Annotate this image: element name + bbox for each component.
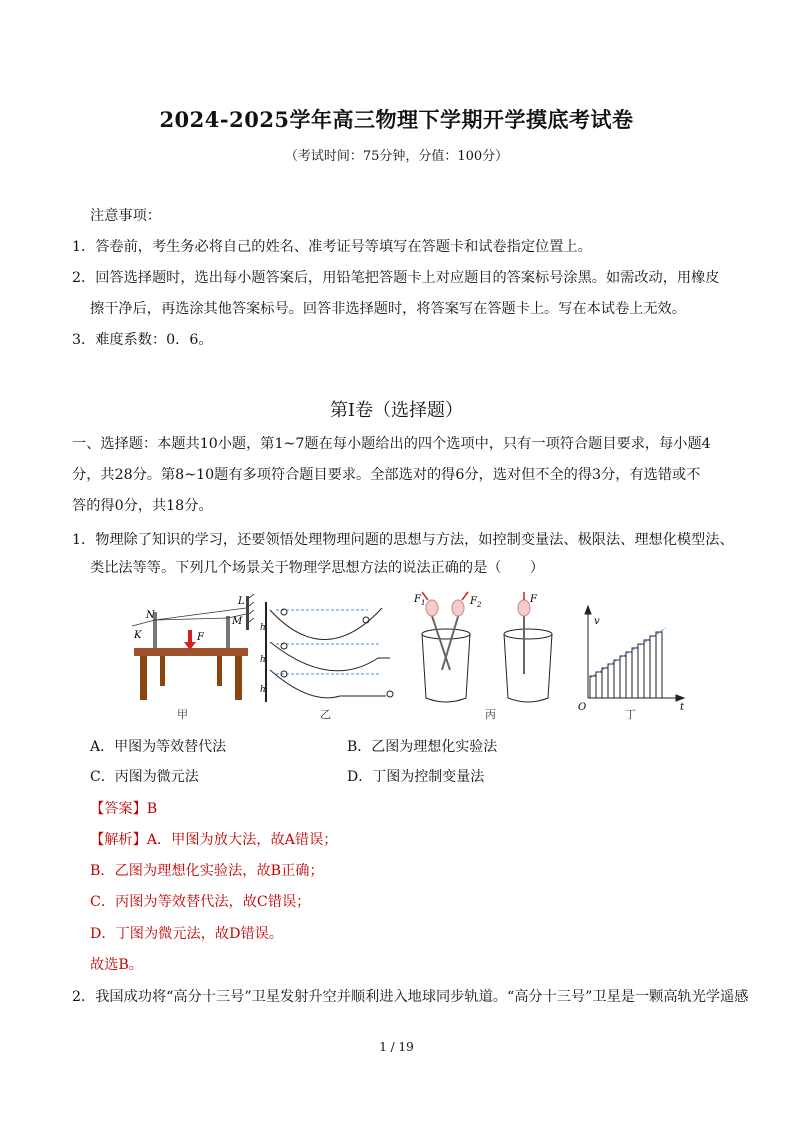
answer-label: 【答案】B xyxy=(90,801,158,817)
label-t: t xyxy=(680,702,685,713)
label-v: v xyxy=(594,616,600,627)
section-title: 第Ⅰ卷（选择题） xyxy=(329,400,464,421)
page-title: 2024-2025学年高三物理下学期开学摸底考试卷 xyxy=(159,107,634,132)
label-f: F xyxy=(197,632,204,643)
label-m: M xyxy=(232,616,243,627)
label-h: h xyxy=(260,623,266,633)
figure-label-jia: 甲 xyxy=(177,708,188,721)
analysis-line: B．乙图为理想化实验法，故B正确； xyxy=(90,863,324,879)
option-b: B．乙图为理想化实验法 xyxy=(347,739,498,755)
label-l: L xyxy=(238,596,245,607)
notes-heading: 注意事项： xyxy=(90,208,161,224)
page-number: 1 / 19 xyxy=(379,1040,414,1054)
label-h: h xyxy=(260,655,266,665)
figure-jia xyxy=(132,594,254,700)
analysis-line: C．丙图为等效替代法，故C错误； xyxy=(90,894,311,910)
figure-ding xyxy=(585,606,684,701)
label-h: h xyxy=(260,685,266,695)
figure-bing xyxy=(422,592,552,702)
label-k: K xyxy=(134,630,142,641)
label-f2: $F_2$ xyxy=(470,596,482,609)
figure-label-ding: 丁 xyxy=(625,708,636,721)
analysis-line: D．丁图为微元法，故D错误。 xyxy=(90,926,284,942)
analysis-line: 【解析】A．甲图为放大法，故A错误； xyxy=(90,832,338,848)
figure-label-bing: 丙 xyxy=(485,708,496,721)
option-d: D．丁图为控制变量法 xyxy=(347,769,485,785)
instruction-line: 分，共28分。第8~10题有多项符合题目要求。全部选对的得6分，选对但不全的得3分，有选错或不 xyxy=(72,467,701,483)
label-f: F xyxy=(530,594,537,605)
label-f1: $F_1$ xyxy=(414,594,426,607)
figure-label-yi: 乙 xyxy=(320,708,331,721)
question-2-stem: 2．我国成功将“高分十三号”卫星发射升空并顺利进入地球同步轨道。“高分十三号”卫星是一颗高轨光学遥感 xyxy=(72,989,749,1005)
instruction-line: 一、选择题：本题共10小题，第1~7题在每小题给出的四个选项中，只有一项符合题目要求，每小题4 xyxy=(72,436,711,452)
note-item: 擦干净后，再选涂其他答案标号。回答非选择题时，将答案写在答题卡上。写在本试卷上无效。 xyxy=(90,301,686,317)
instruction-line: 答的得0分，共18分。 xyxy=(72,498,213,514)
exam-info: （考试时间：75分钟，分值：100分） xyxy=(284,149,509,164)
label-o: O xyxy=(578,702,587,713)
option-a: A．甲图为等效替代法 xyxy=(90,739,227,755)
question-1-stem: 1．物理除了知识的学习，还要领悟处理物理问题的思想与方法，如控制变量法、极限法、理想化模型法、 xyxy=(72,532,734,548)
analysis-line: 故选B。 xyxy=(90,957,143,973)
option-c: C．丙图为微元法 xyxy=(90,769,199,785)
question-1-stem: 类比法等等。下列几个场景关于物理学思想方法的说法正确的是（ ） xyxy=(90,560,545,576)
note-item: 3．难度系数：0．6。 xyxy=(72,332,213,348)
note-item: 2．回答选择题时，选出每小题答案后，用铅笔把答题卡上对应题目的答案标号涂黑。如需改动，用橡皮 xyxy=(72,270,720,286)
label-n: N xyxy=(146,610,155,621)
figure-yi xyxy=(266,602,393,702)
question-1-figures xyxy=(120,590,700,722)
note-item: 1．答卷前，考生务必将自己的姓名、准考证号等填写在答题卡和试卷指定位置上。 xyxy=(72,239,592,255)
